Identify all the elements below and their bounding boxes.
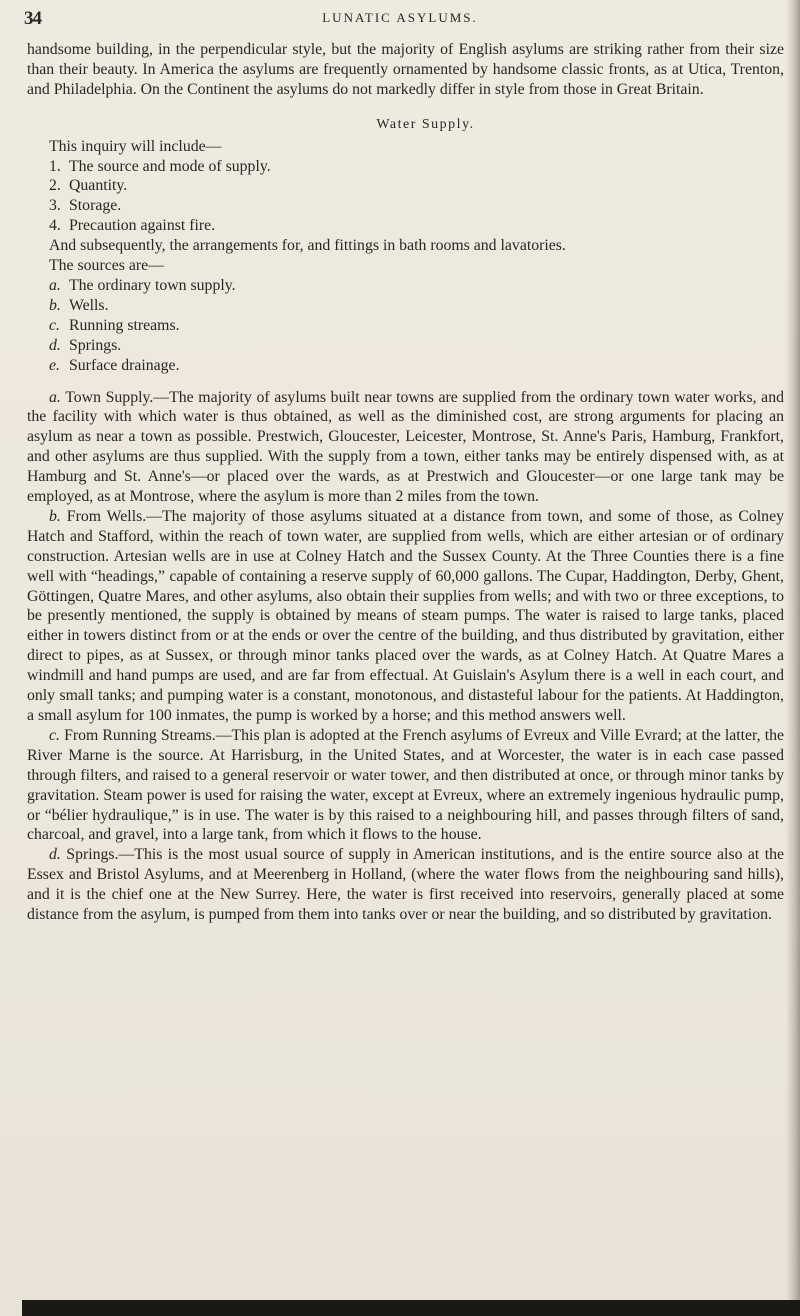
list-item-text: The ordinary town supply. (69, 276, 236, 294)
paragraph-running-streams (27, 726, 784, 845)
list-item (27, 157, 784, 177)
sources-list (27, 276, 784, 376)
list-marker: b. (49, 296, 61, 314)
list-item (27, 356, 784, 376)
intro-paragraph: handsome building, in the perpendicular style, but the majority of English asylums are striking rather from their size than their beauty. In America the asylums are frequently ornamented by handsome classic fronts, as at Utica, Trenton, and Philadelphia. On the Continent the asylums do not markedly differ in style from those in Great Britain. (27, 41, 784, 98)
paragraph-text: Town Supply.—The majority of asylums built near towns are supplied from the ordinary town water works, and the facility with which water is thus obtained, as well as the diminished cost, are strong arguments for placing an asylum as near a town as possible. Prestwich, Gloucester, Leicester, Montrose, St. Anne's Paris, Hamburg, Frankfort, and other asylums are thus supplied. With the supply from a town, either tanks may be entirely dispensed with, as at Hamburg and St. Anne's—or placed over the wards, as at Prestwich and Gloucester—or one large tank may be employed, as at Montrose, where the asylum is more than 2 miles from the town. (27, 388, 784, 506)
page-body (27, 40, 784, 925)
paragraph-label: d. (49, 846, 61, 864)
list-marker: 2. (49, 177, 61, 195)
bottom-edge-rule (22, 1300, 800, 1316)
list-item-text: The source and mode of supply. (69, 157, 271, 175)
paragraph-label: b. (49, 507, 61, 525)
inquiry-list (27, 157, 784, 237)
page-number: 34 (24, 8, 41, 29)
paragraph-town-supply (27, 388, 784, 507)
paragraph-text: From Running Streams.—This plan is adopted at the French asylums of Evreux and Ville Evrard; at the latter, the River Marne is the source. At Harrisburg, in the United States, and at Worcester, the water is in each case passed through filters, and raised to a general reservoir or water tower, and then distributed at once, or through minor tanks by gravitation. Steam power is used for raising the water, except at Evreux, where an extremely ingenious hydraulic pump, or “bélier hydraulique,” is in use. The water is by this raised to a neighbouring hill, and passes through filters of sand, charcoal, and gravel, into a large tank, from which it flows to the house. (27, 726, 785, 844)
list-item-text: Surface drainage. (69, 356, 180, 374)
list-marker: d. (49, 336, 61, 354)
list-item-text: Running streams. (69, 316, 180, 334)
paragraph-text: From Wells.—The majority of those asylums situated at a distance from town, and some of those, as Colney Hatch and Stafford, within the reach of town water, are supplied from wells, which are either artesian or of ordinary construction. Artesian wells are in use at Colney Hatch and the Sussex County. At the Three Counties there is a fine well with “headings,” capable of containing a reserve supply of 60,000 gallons. The Cupar, Haddington, Derby, Ghent, Göttingen, Quatre Mares, and other asylums, also obtain their supplies from wells; and with two or three exceptions, to be presently mentioned, the supply is obtained by means of steam pumps. The water is raised to large tanks, placed either in towers distinct from or at the ends or over the centre of the building, and thus distributed by gravitation, either direct to pipes, as at Sussex, or through minor tanks placed over the wards, as at Colney Hatch. At Quatre Mares a windmill and hand pumps are used, and are far from effectual. At Guislain's Asylum there is a well in each court, and only small tanks; and pumping water is a constant, monotonous, and distasteful labour for the patients. At Haddington, a small asylum for 100 inmates, the pump is worked by a horse; and this method answers well. (27, 507, 784, 724)
running-head: LUNATIC ASYLUMS. (322, 10, 478, 25)
list-item (27, 296, 784, 316)
section-heading: Water Supply. (376, 116, 475, 132)
paragraph-text: Springs.—This is the most usual source of supply in American institutions, and is the entire source also at the Essex and Bristol Asylums, and at Meerenberg in Holland, (where the water flows from the neighbouring sand hills), and it is the chief one at the New Surrey. Here, the water is first received into reservoirs, generally placed at some distance from the asylum, is pumped from them into tanks over or near the building, and so distributed by gravitation. (27, 846, 785, 924)
list-marker: 3. (49, 197, 61, 215)
list-item-text: Springs. (69, 336, 122, 354)
list-item-text: Storage. (69, 197, 122, 215)
list-marker: 1. (49, 157, 61, 175)
subsequently-paragraph: And subsequently, the arrangements for, and fittings in bath rooms and lavatories. (49, 237, 566, 255)
paragraph-springs (27, 845, 784, 925)
list-item-text: Wells. (69, 296, 109, 314)
page-header (0, 8, 800, 38)
list-marker: c. (49, 316, 60, 334)
list-item (27, 336, 784, 356)
list-item (27, 176, 784, 196)
paragraph-label: a. (49, 388, 61, 406)
paragraph-wells (27, 507, 784, 726)
list-item (27, 316, 784, 336)
list-item-text: Precaution against fire. (69, 217, 216, 235)
list-item (27, 276, 784, 296)
sources-lead: The sources are— (49, 257, 164, 275)
inquiry-lead: This inquiry will include— (49, 137, 222, 155)
list-marker: 4. (49, 217, 61, 235)
page-edge-shadow (786, 0, 800, 1316)
paragraph-label: c. (49, 726, 60, 744)
list-marker: a. (49, 276, 61, 294)
list-item-text: Quantity. (69, 177, 128, 195)
list-item (27, 196, 784, 216)
list-marker: e. (49, 356, 60, 374)
list-item (27, 216, 784, 236)
